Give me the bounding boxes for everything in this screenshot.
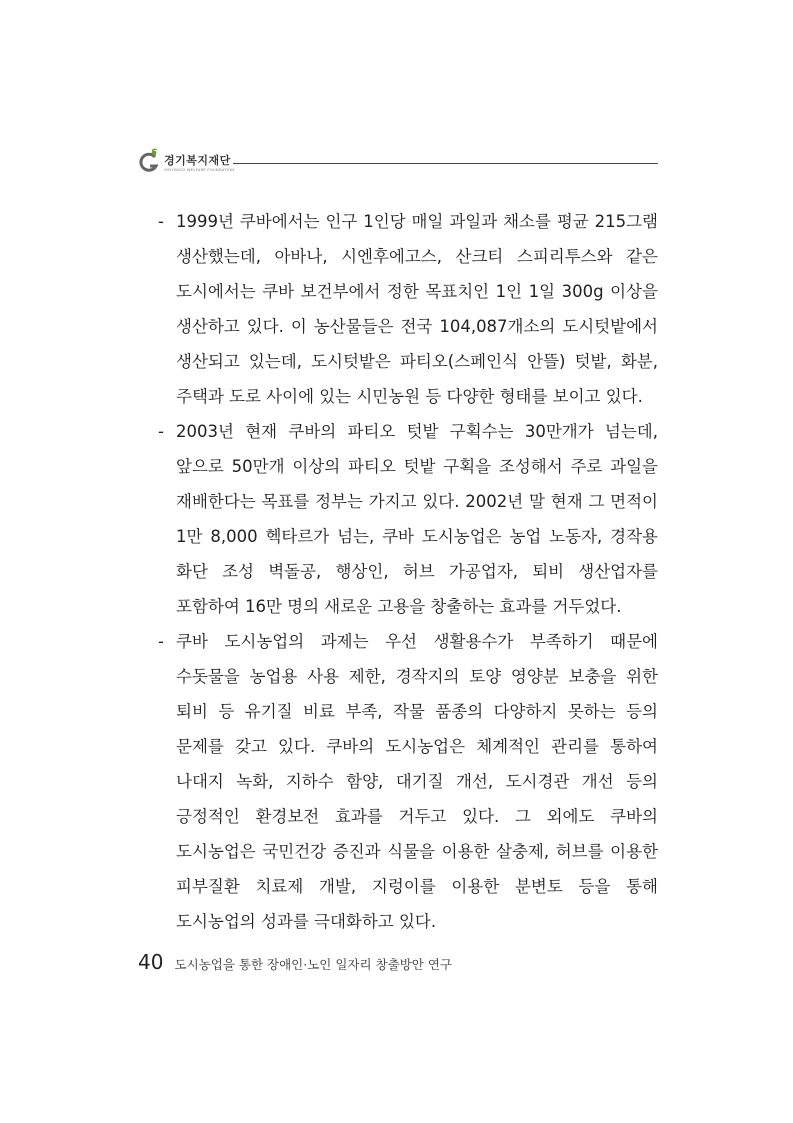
page-number: 40 — [138, 950, 164, 974]
paragraph-text: 쿠바 도시농업의 과제는 우선 생활용수가 부족하기 때문에 수돗물을 농업용 사용 제한, 경작지의 토양 영양분 보충을 위한 퇴비 등 유기질 비료 부족, 작물 품종의 다양하지 못하는 등의 문제를 갖고 있다. 쿠바의 도시농업은 체계적인 관리를 통하여 나대지 녹화, 지하수 함양, 대기질 개선, 도시경관 개선 등의 긍정적인 환경보전 효과를 거두고 있다. 그 외에도 쿠바의 도시농업은 국민건강 증진과 식물을 이용한 살충제, 허브를 이용한 피부질환 치료제 개발, 지렁이를 이용한 분변토 등을 통해 도시농업의 성과를 극대화하고 있다. — [176, 632, 658, 931]
bullet-dash: - — [158, 422, 164, 441]
bullet-paragraph — [156, 204, 658, 414]
book-title: 도시농업을 통한 장애인·노인 일자리 창출방안 연구 — [174, 957, 452, 972]
bullet-paragraph — [156, 414, 658, 624]
bullet-dash: - — [158, 632, 164, 651]
page-footer — [138, 950, 452, 974]
foundation-logo-subtext: GYEONGGI WELFARE FOUNDATION — [164, 168, 235, 172]
foundation-logo-icon — [138, 148, 160, 174]
bullet-paragraph — [156, 624, 658, 939]
header-divider — [233, 163, 658, 164]
running-header — [138, 146, 658, 178]
paragraph-text: 1999년 쿠바에서는 인구 1인당 매일 과일과 채소를 평균 215그램 생산했는데, 아바나, 시엔후에고스, 산크티 스피리투스와 같은 도시에서는 쿠바 보건부에서 정한 목표치인 1인 1일 300g 이상을 생산하고 있다. 이 농산물들은 전국 104,087개소의 도시텃밭에서 생산되고 있는데, 도시텃밭은 파티오(스페인식 안뜰) 텃밭, 화분, 주택과 도로 사이에 있는 시민농원 등 다양한 형태를 보이고 있다. — [176, 212, 658, 406]
paragraph-text: 2003년 현재 쿠바의 파티오 텃밭 구획수는 30만개가 넘는데, 앞으로 50만개 이상의 파티오 텃밭 구획을 조성해서 주로 과일을 재배한다는 목표를 정부는 가지고 있다. 2002년 말 현재 그 면적이 1만 8,000 헥타르가 넘는, 쿠바 도시농업은 농업 노동자, 경작용 화단 조성 벽돌공, 행상인, 허브 가공업자, 퇴비 생산업자를 포함하여 16만 명의 새로운 고용을 창출하는 효과를 거두었다. — [176, 422, 658, 616]
foundation-logo-text: 경기복지재단 — [164, 154, 231, 167]
bullet-dash: - — [158, 212, 164, 231]
body-text — [156, 204, 658, 939]
